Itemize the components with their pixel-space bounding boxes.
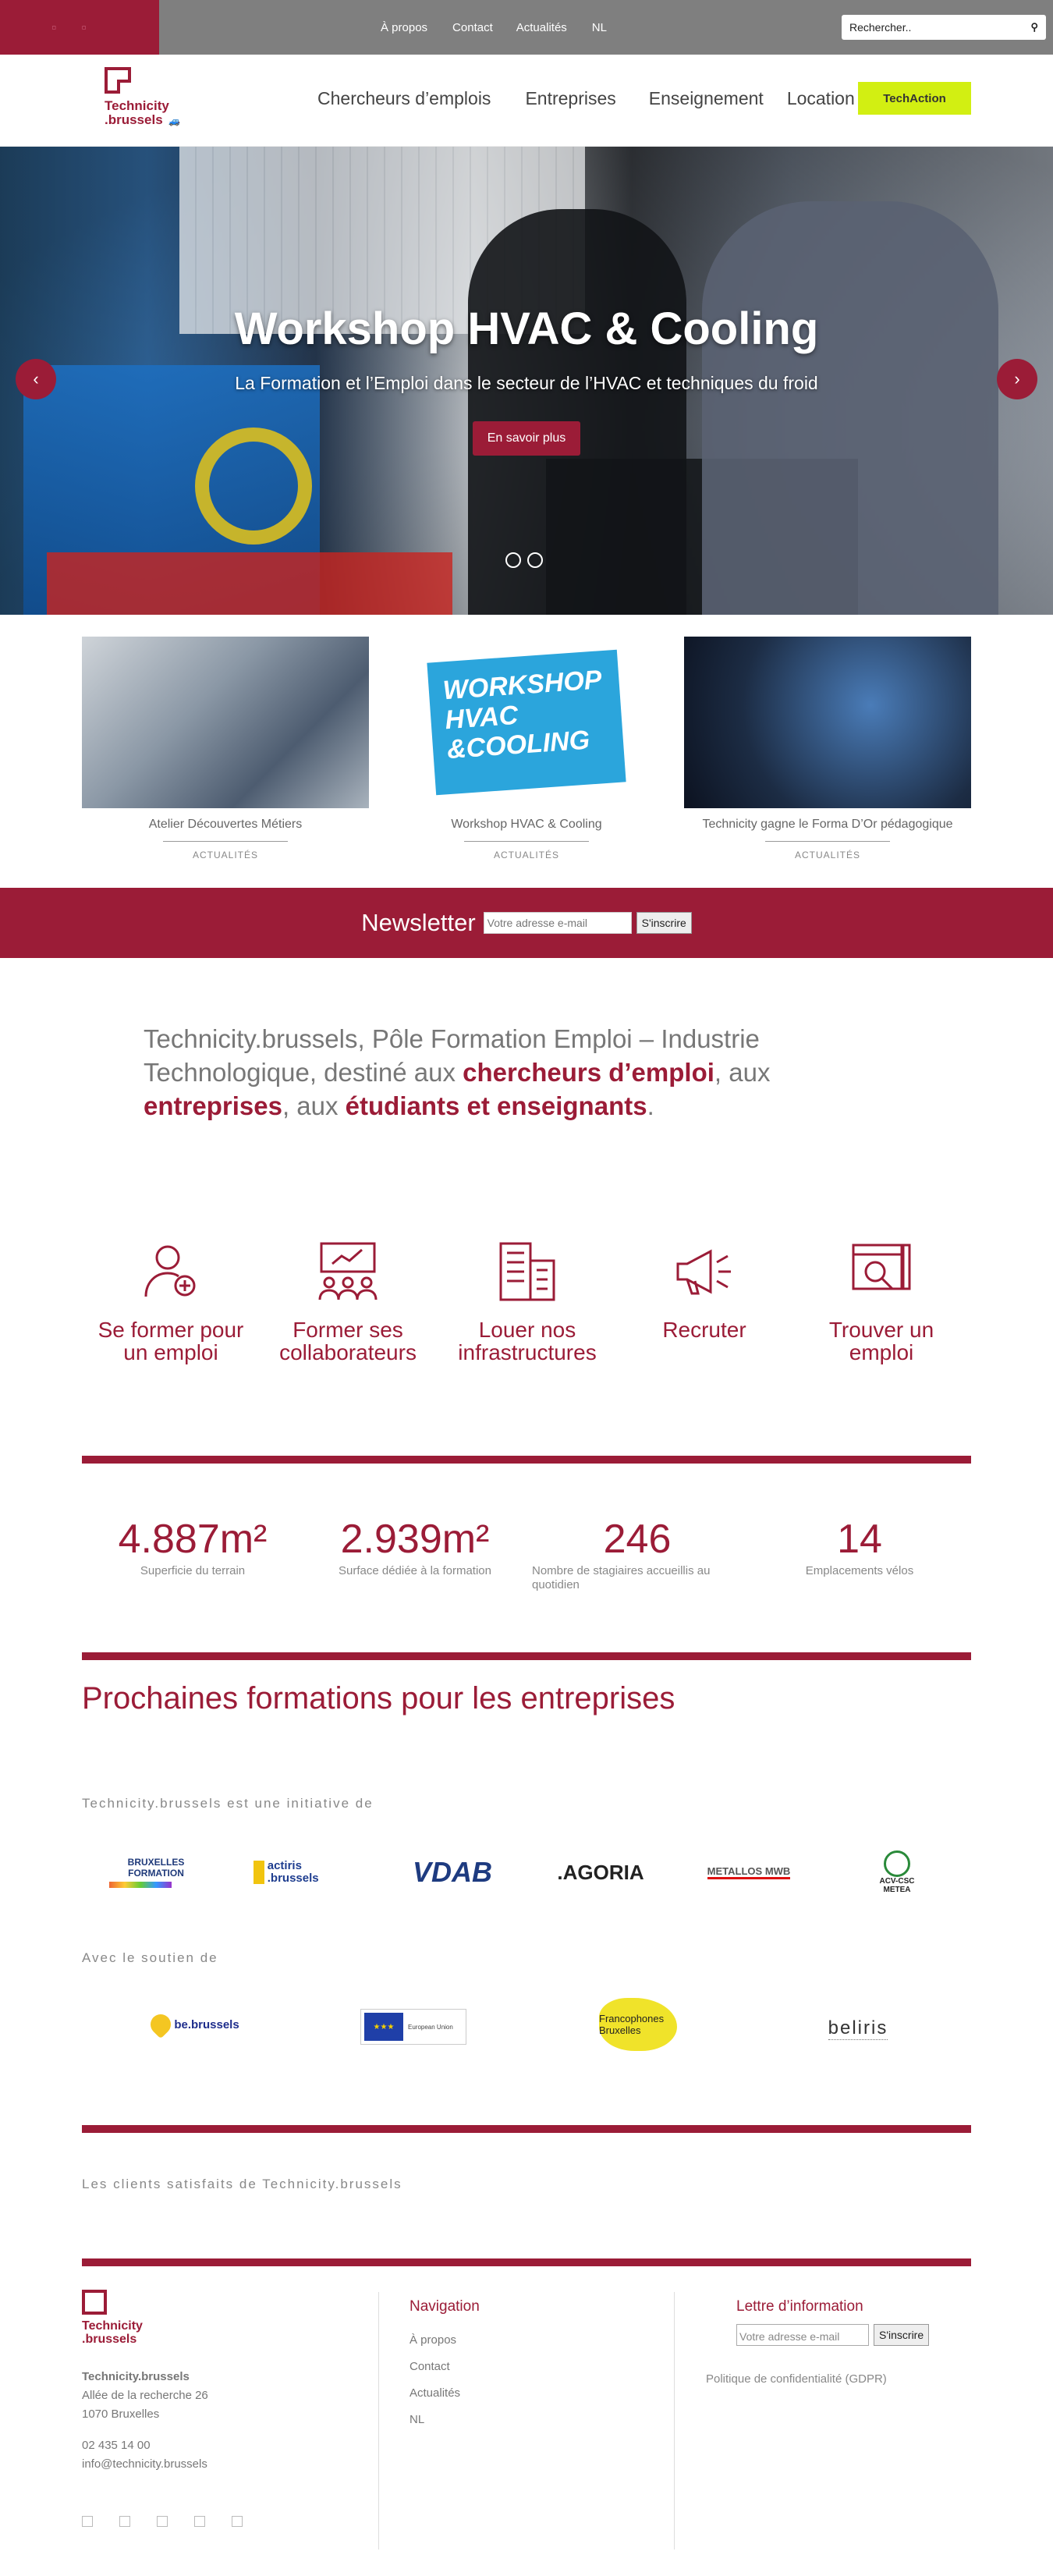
heart-icon: [147, 2010, 176, 2039]
slider-dot[interactable]: [505, 552, 521, 568]
stat-value: 246: [603, 1517, 672, 1562]
metea-mark-icon: [884, 1850, 910, 1877]
footer-address: 1070 Bruxelles: [82, 2407, 160, 2421]
service-label: Recruter: [662, 1318, 746, 1342]
stat-label: Surface dédiée à la formation: [339, 1564, 491, 1577]
job-search-icon: [850, 1240, 913, 1303]
search-placeholder: Rechercher..: [849, 21, 912, 34]
news-image[interactable]: [82, 637, 369, 808]
footer-divider: [674, 2292, 675, 2549]
person-add-icon: [140, 1240, 202, 1303]
top-link-a-propos[interactable]: À propos: [381, 20, 428, 34]
partner-logo-bruxelles-formation[interactable]: [109, 1845, 203, 1900]
top-link-actualites[interactable]: Actualités: [516, 20, 567, 34]
news-category[interactable]: ACTUALITÉS: [794, 850, 860, 860]
intro-part: , aux: [714, 1058, 771, 1087]
footer-address: Allée de la recherche 26: [82, 2389, 208, 2402]
partner-logo-metallos[interactable]: [698, 1853, 800, 1892]
hero-cta-button[interactable]: En savoir plus: [473, 421, 580, 456]
partner-name: VDAB: [412, 1856, 492, 1888]
actiris-mark-icon: [254, 1861, 264, 1884]
initiative-heading: Technicity.brussels est une initiative de: [82, 1796, 374, 1811]
car-icon: 🚙: [168, 115, 180, 126]
footer-link-nl[interactable]: NL: [410, 2413, 425, 2426]
partner-logo-agoria[interactable]: [546, 1853, 655, 1892]
news-image[interactable]: [383, 637, 670, 808]
logo-line1: Technicity: [105, 98, 169, 113]
upcoming-trainings-title: Prochaines formations pour les entreprises: [82, 1681, 675, 1716]
service-recruter[interactable]: [630, 1240, 778, 1341]
workshop-badge: WORKSHOP HVAC &COOLING: [427, 650, 626, 796]
newsletter-label: Newsletter: [361, 909, 476, 936]
service-se-former[interactable]: [97, 1240, 245, 1364]
divider: [464, 841, 589, 842]
nav-enseignement[interactable]: Enseignement: [648, 88, 764, 108]
youtube-icon[interactable]: [232, 2516, 243, 2527]
partner-name: BRUXELLES FORMATION: [127, 1857, 185, 1879]
stat-formation: [310, 1517, 520, 1578]
news-category[interactable]: ACTUALITÉS: [493, 850, 559, 860]
section-divider: [82, 2258, 971, 2266]
partner-name: be.brussels: [174, 2017, 239, 2031]
partner-logo-vdab[interactable]: [406, 1853, 499, 1892]
top-bar: [0, 0, 1053, 55]
partner-name: Francophones Bruxelles: [599, 2013, 665, 2036]
instagram-icon[interactable]: [194, 2516, 205, 2527]
top-link-contact[interactable]: Contact: [452, 20, 493, 34]
news-title[interactable]: Atelier Découvertes Métiers: [148, 818, 303, 831]
logo-mark: [105, 67, 131, 94]
news-card[interactable]: [82, 637, 369, 860]
hero-slider: [0, 147, 1053, 615]
footer-subscribe-button[interactable]: S'inscrire: [874, 2324, 929, 2346]
service-louer-infrastructures[interactable]: [453, 1240, 601, 1364]
news-category[interactable]: ACTUALITÉS: [192, 850, 258, 860]
hero-bg-base: [47, 552, 452, 615]
service-trouver-emploi[interactable]: [807, 1240, 956, 1364]
techaction-button[interactable]: TechAction: [858, 82, 971, 115]
section-divider: [82, 2125, 971, 2133]
search-icon[interactable]: ⚲: [1030, 21, 1038, 33]
footer-link-a-propos[interactable]: À propos: [410, 2333, 457, 2347]
clients-heading: Les clients satisfaits de Technicity.brussels: [82, 2177, 402, 2191]
partner-name: METALLOS MWB: [707, 1865, 791, 1879]
hero-bg-person: [468, 209, 686, 615]
footer-email-input[interactable]: Votre adresse e-mail: [736, 2324, 869, 2346]
stat-label: Emplacements vélos: [805, 1564, 914, 1577]
divider: [765, 841, 890, 842]
news-card[interactable]: [383, 637, 670, 860]
service-label: Former ses collaborateurs: [279, 1318, 417, 1364]
topbar-social: [0, 0, 159, 55]
partner-name: .AGORIA: [557, 1860, 644, 1884]
hero-bg-person: [702, 201, 998, 615]
stat-value: 2.939m²: [340, 1517, 490, 1562]
search-input[interactable]: [842, 15, 1046, 40]
linkedin-icon[interactable]: [157, 2516, 168, 2527]
partner-logo-beliris[interactable]: [811, 2005, 905, 2052]
partner-logo-eu[interactable]: [360, 2009, 466, 2045]
social-icon[interactable]: ▫: [81, 19, 87, 35]
building-icon: [496, 1240, 558, 1303]
slider-prev-button[interactable]: ‹: [16, 359, 56, 399]
footer-newsletter: [736, 2297, 929, 2346]
logo-line1: Technicity: [82, 2319, 143, 2333]
footer-link-contact[interactable]: Contact: [410, 2360, 450, 2373]
intro-link-etudiants[interactable]: étudiants et enseignants: [345, 1091, 647, 1120]
stat-terrain: [87, 1517, 298, 1578]
logo-line2: .brussels: [105, 112, 163, 127]
partner-name: beliris: [828, 2017, 888, 2038]
stat-stagiaires: [532, 1517, 743, 1592]
service-label: Trouver un emploi: [828, 1318, 934, 1364]
footer-newsletter-heading: Lettre d’information: [736, 2298, 863, 2315]
social-icon[interactable]: ▫: [51, 19, 57, 35]
footer-nav-heading: Navigation: [410, 2298, 480, 2315]
news-title[interactable]: Workshop HVAC & Cooling: [451, 818, 602, 831]
top-nav: [381, 0, 632, 55]
intro-part: , aux: [282, 1091, 346, 1120]
intro-link-entreprises[interactable]: entreprises: [144, 1091, 282, 1120]
stat-value: 14: [837, 1517, 882, 1562]
intro-part: Technicity.brussels, Pôle Formation Emploi – Industrie Technologique, destiné aux: [144, 1024, 760, 1087]
site-logo[interactable]: [105, 67, 190, 130]
partner-name: European Union: [408, 2023, 453, 2031]
slider-dots: [505, 552, 543, 568]
partner-name: actiris .brussels: [267, 1859, 319, 1885]
service-label: Se former pour un emploi: [98, 1318, 244, 1364]
stat-label: Nombre de stagiaires accueillis au quotidien: [532, 1564, 711, 1591]
slider-next-button[interactable]: ›: [997, 359, 1037, 399]
newsletter-email-input[interactable]: Votre adresse e-mail: [484, 912, 632, 934]
section-divider: [82, 1652, 971, 1660]
newsletter-band: [0, 888, 1053, 958]
service-label: Louer nos infrastructures: [458, 1318, 597, 1364]
section-divider: [82, 1456, 971, 1464]
nav-location[interactable]: Location: [786, 88, 855, 108]
twitter-icon[interactable]: [119, 2516, 130, 2527]
stat-label: Superficie du terrain: [140, 1564, 246, 1577]
news-image[interactable]: [684, 637, 971, 808]
megaphone-icon: [673, 1240, 736, 1303]
footer-logo[interactable]: [82, 2290, 168, 2352]
footer-social: [82, 2516, 243, 2527]
divider: [163, 841, 288, 842]
footer-divider: [378, 2292, 379, 2549]
stat-velos: [754, 1517, 965, 1578]
footer-link-actualites[interactable]: Actualités: [410, 2386, 461, 2400]
logo-mark: [82, 2290, 107, 2315]
eu-flag-icon: ★★★: [364, 2013, 403, 2041]
support-heading: Avec le soutien de: [82, 1950, 218, 1965]
presentation-icon: [317, 1240, 379, 1303]
footer-org: Technicity.brussels: [82, 2370, 190, 2383]
intro-part: .: [647, 1091, 654, 1120]
news-title[interactable]: Technicity gagne le Forma D’Or pédagogique: [702, 818, 953, 831]
hero-bg-coil: [195, 428, 312, 545]
partner-logo-actiris[interactable]: [254, 1845, 355, 1900]
intro-text: [144, 1022, 846, 1123]
main-nav: [317, 88, 855, 109]
intro-link-chercheurs[interactable]: chercheurs d’emploi: [463, 1058, 714, 1087]
partner-logo-bar: [109, 1882, 172, 1888]
slider-dot[interactable]: [527, 552, 543, 568]
partner-name: ACV-CSC METEA: [879, 1877, 915, 1894]
newsletter-subscribe-button[interactable]: S'inscrire: [636, 912, 692, 934]
nav-chercheurs[interactable]: Chercheurs d’emplois: [317, 88, 491, 108]
footer-phone[interactable]: 02 435 14 00: [82, 2439, 151, 2452]
news-card[interactable]: [684, 637, 971, 860]
partner-logo-be-brussels[interactable]: [148, 2001, 242, 2048]
stat-value: 4.887m²: [118, 1517, 268, 1562]
partner-logo-francophones[interactable]: [583, 1997, 693, 2052]
footer-nav: [410, 2297, 480, 2433]
logo-line2: .brussels: [82, 2333, 137, 2346]
top-link-nl[interactable]: NL: [591, 20, 607, 34]
facebook-icon[interactable]: [82, 2516, 93, 2527]
nav-entreprises[interactable]: Entreprises: [525, 88, 616, 108]
partner-logo-metea[interactable]: [866, 1841, 928, 1904]
footer-contact: [82, 2368, 208, 2474]
hero-title: Workshop HVAC & Cooling: [234, 303, 819, 354]
privacy-link[interactable]: Politique de confidentialité (GDPR): [706, 2372, 887, 2386]
service-former-collaborateurs[interactable]: [274, 1240, 422, 1364]
hero-subtitle: La Formation et l’Emploi dans le secteur de l’HVAC et techniques du froid: [235, 373, 818, 393]
footer-email[interactable]: info@technicity.brussels: [82, 2457, 207, 2471]
